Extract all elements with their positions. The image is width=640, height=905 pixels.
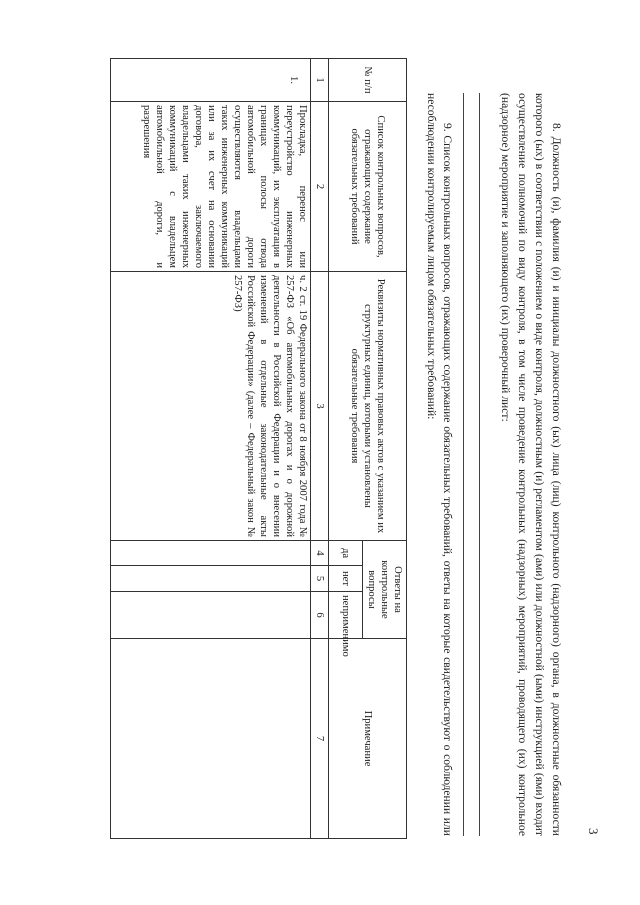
header-num: № п/п — [329, 59, 407, 102]
row-question: Прокладка, перенос или переустройство инженерных коммуникаций, их эксплуатация в границах полосы отвода автомобильной дороги осуществляются владельцами таких инженерных коммуникаций или за их счет на основании договора, заключаемого владельцами таких инженерных коммуникаций с владельцем автомобильной дороги, и разрешения — [111, 102, 311, 272]
header-yes: да — [329, 541, 363, 566]
col-number-2: 2 — [311, 102, 329, 272]
fill-line-2 — [463, 93, 464, 836]
section-8-text: 8. Должность (и), фамилия (и) и инициалы должностного (ых) лица (лиц) контрольного (надзорного) органа, в должностные обязанности которого (ых) в соответствии с положением о виде контроля, должностным (и) регламентом (ами) или должностной (ыми) инструкцией (ями) входит осуществление полномочий по виду контроля, в том числе проведение контрольных (надзорных) мероприятий, проводящего (их) контрольное (надзорное) мероприятие и заполняющего (их) проверочный лист: — [499, 93, 563, 836]
col-number-1: 1 — [311, 59, 329, 102]
section-9-text: 9. Список контрольных вопросов, отражающих содержание обязательных требований, ответы на которые свидетельствуют о соблюдении или несоблюдении контролируемым лицом обязательных требований: — [425, 93, 454, 836]
col-number-5: 5 — [311, 566, 329, 592]
section-8-paragraph — [497, 93, 565, 836]
header-requisites: Реквизиты нормативных правовых актов с указанием их структурных единиц, которыми установлены обязательные требования — [329, 272, 407, 541]
page-number: 3 — [586, 828, 601, 835]
table-row — [111, 59, 311, 839]
col-number-7: 7 — [311, 639, 329, 839]
answer-no-cell[interactable] — [111, 566, 311, 592]
col-number-3: 3 — [311, 272, 329, 541]
header-questions: Список контрольных вопросов, отражающих содержание обязательных требований — [329, 102, 407, 272]
checklist-table — [110, 58, 407, 839]
header-note: Примечание — [329, 639, 407, 839]
header-answers: Ответы на контрольные вопросы — [363, 541, 407, 639]
header-no: нет — [329, 566, 363, 592]
col-number-4: 4 — [311, 541, 329, 566]
col-number-6: 6 — [311, 592, 329, 639]
note-cell[interactable] — [111, 639, 311, 839]
fill-line-1 — [479, 93, 480, 836]
answer-na-cell[interactable] — [111, 592, 311, 639]
row-requisite: ч. 2 ст. 19 Федерального закона от 8 ноября 2007 года № 257-ФЗ «Об автомобильных дорогах и о дорожной деятельности в Российской Федерации и о внесении изменений в отдельные законодательные акты Российской Федерации» (далее – Федеральный закон № 257-ФЗ) — [111, 272, 311, 541]
answer-yes-cell[interactable] — [111, 541, 311, 566]
header-na: неприменимо — [329, 592, 363, 639]
row-num: 1. — [111, 59, 311, 102]
